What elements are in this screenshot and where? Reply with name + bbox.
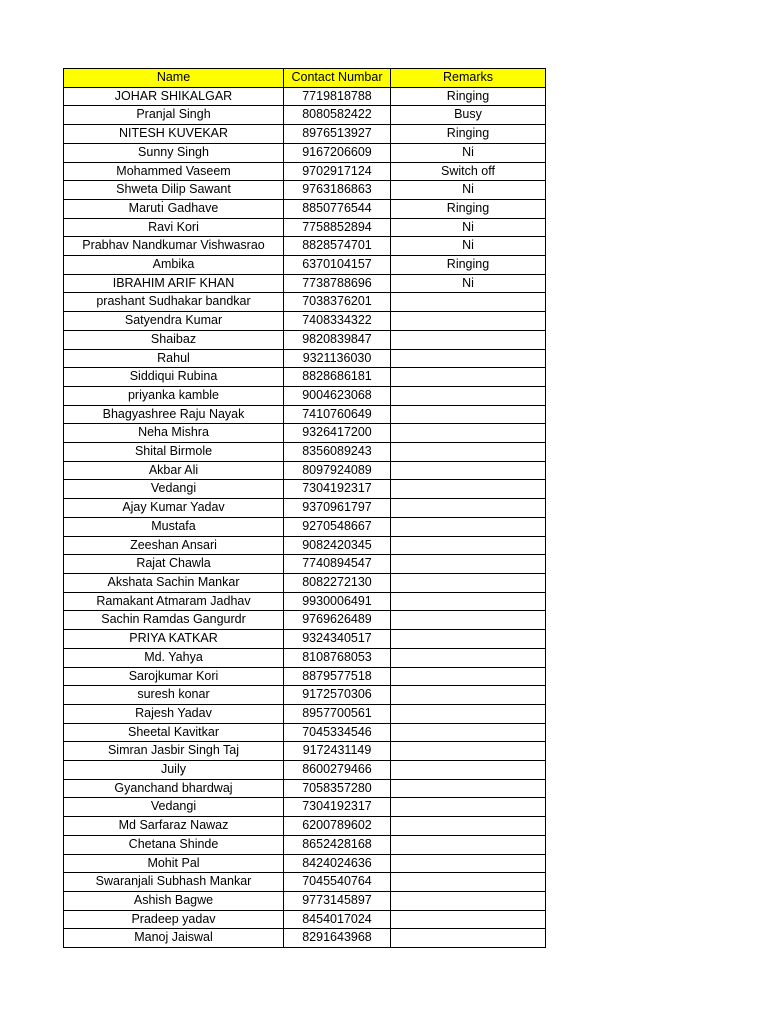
- remarks-cell: [391, 761, 546, 780]
- contact-number-cell: 9370961797: [284, 499, 391, 518]
- name-cell: JOHAR SHIKALGAR: [64, 87, 284, 106]
- contact-number-cell: 8356089243: [284, 443, 391, 462]
- table-row: [64, 835, 546, 854]
- table-row: [64, 929, 546, 948]
- remarks-cell: [391, 386, 546, 405]
- table-row: [64, 555, 546, 574]
- name-cell: Vedangi: [64, 798, 284, 817]
- remarks-cell: [391, 873, 546, 892]
- name-cell: Gyanchand bhardwaj: [64, 779, 284, 798]
- table-row: [64, 368, 546, 387]
- column-header-remarks: Remarks: [391, 69, 546, 88]
- name-cell: Pranjal Singh: [64, 106, 284, 125]
- table-row: [64, 293, 546, 312]
- contact-number-cell: 7045540764: [284, 873, 391, 892]
- remarks-cell: [391, 817, 546, 836]
- name-cell: Mohammed Vaseem: [64, 162, 284, 181]
- table-row: [64, 723, 546, 742]
- table-body: [64, 87, 546, 947]
- table-row: [64, 386, 546, 405]
- table-row: [64, 330, 546, 349]
- remarks-cell: [391, 630, 546, 649]
- header-row: [64, 69, 546, 88]
- contact-number-cell: 8097924089: [284, 461, 391, 480]
- contact-number-cell: 8454017024: [284, 910, 391, 929]
- table-row: [64, 87, 546, 106]
- name-cell: Neha Mishra: [64, 424, 284, 443]
- table-row: [64, 461, 546, 480]
- contact-number-cell: 7038376201: [284, 293, 391, 312]
- remarks-cell: [391, 910, 546, 929]
- contact-table: [63, 68, 546, 948]
- remarks-cell: Ringing: [391, 199, 546, 218]
- name-cell: Sachin Ramdas Gangurdr: [64, 611, 284, 630]
- remarks-cell: [391, 499, 546, 518]
- table-row: [64, 499, 546, 518]
- table-row: [64, 480, 546, 499]
- name-cell: Ambika: [64, 256, 284, 275]
- contact-number-cell: 9172570306: [284, 686, 391, 705]
- name-cell: Swaranjali Subhash Mankar: [64, 873, 284, 892]
- name-cell: Sarojkumar Kori: [64, 667, 284, 686]
- contact-number-cell: 8957700561: [284, 704, 391, 723]
- contact-number-cell: 7740894547: [284, 555, 391, 574]
- name-cell: Ashish Bagwe: [64, 891, 284, 910]
- remarks-cell: Ringing: [391, 87, 546, 106]
- remarks-cell: Switch off: [391, 162, 546, 181]
- table-row: [64, 143, 546, 162]
- name-cell: Prabhav Nandkumar Vishwasrao: [64, 237, 284, 256]
- contact-number-cell: 9763186863: [284, 181, 391, 200]
- name-cell: Chetana Shinde: [64, 835, 284, 854]
- table-row: [64, 256, 546, 275]
- contact-number-cell: 7738788696: [284, 274, 391, 293]
- table-row: [64, 798, 546, 817]
- table-row: [64, 667, 546, 686]
- column-header-contact: Contact Numbar: [284, 69, 391, 88]
- contact-number-cell: 9321136030: [284, 349, 391, 368]
- contact-number-cell: 9702917124: [284, 162, 391, 181]
- name-cell: priyanka kamble: [64, 386, 284, 405]
- remarks-cell: Busy: [391, 106, 546, 125]
- contact-number-cell: 9930006491: [284, 592, 391, 611]
- remarks-cell: [391, 443, 546, 462]
- remarks-cell: Ni: [391, 143, 546, 162]
- contact-number-cell: 9773145897: [284, 891, 391, 910]
- remarks-cell: [391, 742, 546, 761]
- contact-number-cell: 7758852894: [284, 218, 391, 237]
- name-cell: Akbar Ali: [64, 461, 284, 480]
- contact-number-cell: 8976513927: [284, 125, 391, 144]
- remarks-cell: [391, 405, 546, 424]
- table-row: [64, 611, 546, 630]
- name-cell: Rajat Chawla: [64, 555, 284, 574]
- remarks-cell: Ni: [391, 181, 546, 200]
- name-cell: Marutı̇ Gadhave: [64, 199, 284, 218]
- contact-number-cell: 8828574701: [284, 237, 391, 256]
- name-cell: suresh konar: [64, 686, 284, 705]
- remarks-cell: [391, 368, 546, 387]
- contact-number-cell: 6200789602: [284, 817, 391, 836]
- contact-number-cell: 8600279466: [284, 761, 391, 780]
- name-cell: Bhagyashree Raju Nayak: [64, 405, 284, 424]
- table-row: [64, 592, 546, 611]
- contact-number-cell: 8424024636: [284, 854, 391, 873]
- name-cell: Akshata Sachin Mankar: [64, 573, 284, 592]
- table-row: [64, 536, 546, 555]
- remarks-cell: Ni: [391, 237, 546, 256]
- remarks-cell: [391, 349, 546, 368]
- contact-number-cell: 9270548667: [284, 517, 391, 536]
- name-cell: Sunny Singh: [64, 143, 284, 162]
- contact-number-cell: 8080582422: [284, 106, 391, 125]
- table-row: [64, 106, 546, 125]
- contact-number-cell: 9820839847: [284, 330, 391, 349]
- name-cell: PRIYA KATKAR: [64, 630, 284, 649]
- table-row: [64, 443, 546, 462]
- remarks-cell: [391, 779, 546, 798]
- name-cell: Sheetal Kavitkar: [64, 723, 284, 742]
- remarks-cell: [391, 667, 546, 686]
- contact-number-cell: 9324340517: [284, 630, 391, 649]
- remarks-cell: [391, 929, 546, 948]
- table-row: [64, 704, 546, 723]
- contact-number-cell: 6370104157: [284, 256, 391, 275]
- name-cell: Simran Jasbir Singh Taj: [64, 742, 284, 761]
- table-row: [64, 573, 546, 592]
- name-cell: Md. Yahya: [64, 648, 284, 667]
- remarks-cell: Ni: [391, 218, 546, 237]
- table-row: [64, 312, 546, 331]
- remarks-cell: [391, 648, 546, 667]
- table-row: [64, 218, 546, 237]
- table-row: [64, 648, 546, 667]
- remarks-cell: [391, 798, 546, 817]
- remarks-cell: [391, 573, 546, 592]
- table-row: [64, 630, 546, 649]
- name-cell: Vedangi: [64, 480, 284, 499]
- name-cell: Siddiqui Rubina: [64, 368, 284, 387]
- name-cell: Zeeshan Ansari: [64, 536, 284, 555]
- table-row: [64, 274, 546, 293]
- table-row: [64, 910, 546, 929]
- remarks-cell: [391, 686, 546, 705]
- contact-number-cell: 9167206609: [284, 143, 391, 162]
- remarks-cell: Ni: [391, 274, 546, 293]
- remarks-cell: [391, 723, 546, 742]
- contact-number-cell: 8082272130: [284, 573, 391, 592]
- remarks-cell: [391, 461, 546, 480]
- contact-number-cell: 8828686181: [284, 368, 391, 387]
- name-cell: Pradeep yadav: [64, 910, 284, 929]
- name-cell: Md Sarfaraz Nawaz: [64, 817, 284, 836]
- contact-number-cell: 9326417200: [284, 424, 391, 443]
- name-cell: NITESH KUVEKAR: [64, 125, 284, 144]
- remarks-cell: Ringing: [391, 256, 546, 275]
- name-cell: Mustafa: [64, 517, 284, 536]
- table-row: [64, 817, 546, 836]
- contact-number-cell: 9004623068: [284, 386, 391, 405]
- remarks-cell: Ringing: [391, 125, 546, 144]
- remarks-cell: [391, 536, 546, 555]
- name-cell: Mohit Pal: [64, 854, 284, 873]
- remarks-cell: [391, 611, 546, 630]
- contact-number-cell: 7304192317: [284, 798, 391, 817]
- table-row: [64, 854, 546, 873]
- table-row: [64, 162, 546, 181]
- contact-number-cell: 8850776544: [284, 199, 391, 218]
- name-cell: Shital Birmole: [64, 443, 284, 462]
- column-header-name: Name: [64, 69, 284, 88]
- table-row: [64, 891, 546, 910]
- remarks-cell: [391, 330, 546, 349]
- remarks-cell: [391, 517, 546, 536]
- table-row: [64, 686, 546, 705]
- table-row: [64, 349, 546, 368]
- table-row: [64, 181, 546, 200]
- contact-number-cell: 7408334322: [284, 312, 391, 331]
- remarks-cell: [391, 555, 546, 574]
- name-cell: IBRAHIM ARIF KHAN: [64, 274, 284, 293]
- contact-number-cell: 7304192317: [284, 480, 391, 499]
- remarks-cell: [391, 854, 546, 873]
- remarks-cell: [391, 480, 546, 499]
- contact-number-cell: 9082420345: [284, 536, 391, 555]
- contact-number-cell: 8879577518: [284, 667, 391, 686]
- contact-number-cell: 7410760649: [284, 405, 391, 424]
- name-cell: Rahul: [64, 349, 284, 368]
- name-cell: Satyendra Kumar: [64, 312, 284, 331]
- contact-number-cell: 8652428168: [284, 835, 391, 854]
- table-row: [64, 517, 546, 536]
- remarks-cell: [391, 704, 546, 723]
- remarks-cell: [391, 293, 546, 312]
- table-row: [64, 779, 546, 798]
- name-cell: Shweta Dilip Sawant: [64, 181, 284, 200]
- table-row: [64, 873, 546, 892]
- remarks-cell: [391, 312, 546, 331]
- table-row: [64, 742, 546, 761]
- table-row: [64, 761, 546, 780]
- table-row: [64, 237, 546, 256]
- contact-number-cell: 9172431149: [284, 742, 391, 761]
- name-cell: Shaibaz: [64, 330, 284, 349]
- remarks-cell: [391, 835, 546, 854]
- table-row: [64, 199, 546, 218]
- name-cell: Ravi Kori: [64, 218, 284, 237]
- contact-number-cell: 7045334546: [284, 723, 391, 742]
- table-row: [64, 405, 546, 424]
- name-cell: Juily: [64, 761, 284, 780]
- remarks-cell: [391, 592, 546, 611]
- name-cell: Ramakant Atmaram Jadhav: [64, 592, 284, 611]
- name-cell: Rajesh Yadav: [64, 704, 284, 723]
- name-cell: prashant Sudhakar bandkar: [64, 293, 284, 312]
- contact-number-cell: 7719818788: [284, 87, 391, 106]
- remarks-cell: [391, 424, 546, 443]
- table-row: [64, 424, 546, 443]
- contact-number-cell: 8108768053: [284, 648, 391, 667]
- name-cell: Ajay Kumar Yadav: [64, 499, 284, 518]
- contact-number-cell: 7058357280: [284, 779, 391, 798]
- remarks-cell: [391, 891, 546, 910]
- name-cell: Manoj Jaiswal: [64, 929, 284, 948]
- contact-number-cell: 8291643968: [284, 929, 391, 948]
- contact-number-cell: 9769626489: [284, 611, 391, 630]
- table-row: [64, 125, 546, 144]
